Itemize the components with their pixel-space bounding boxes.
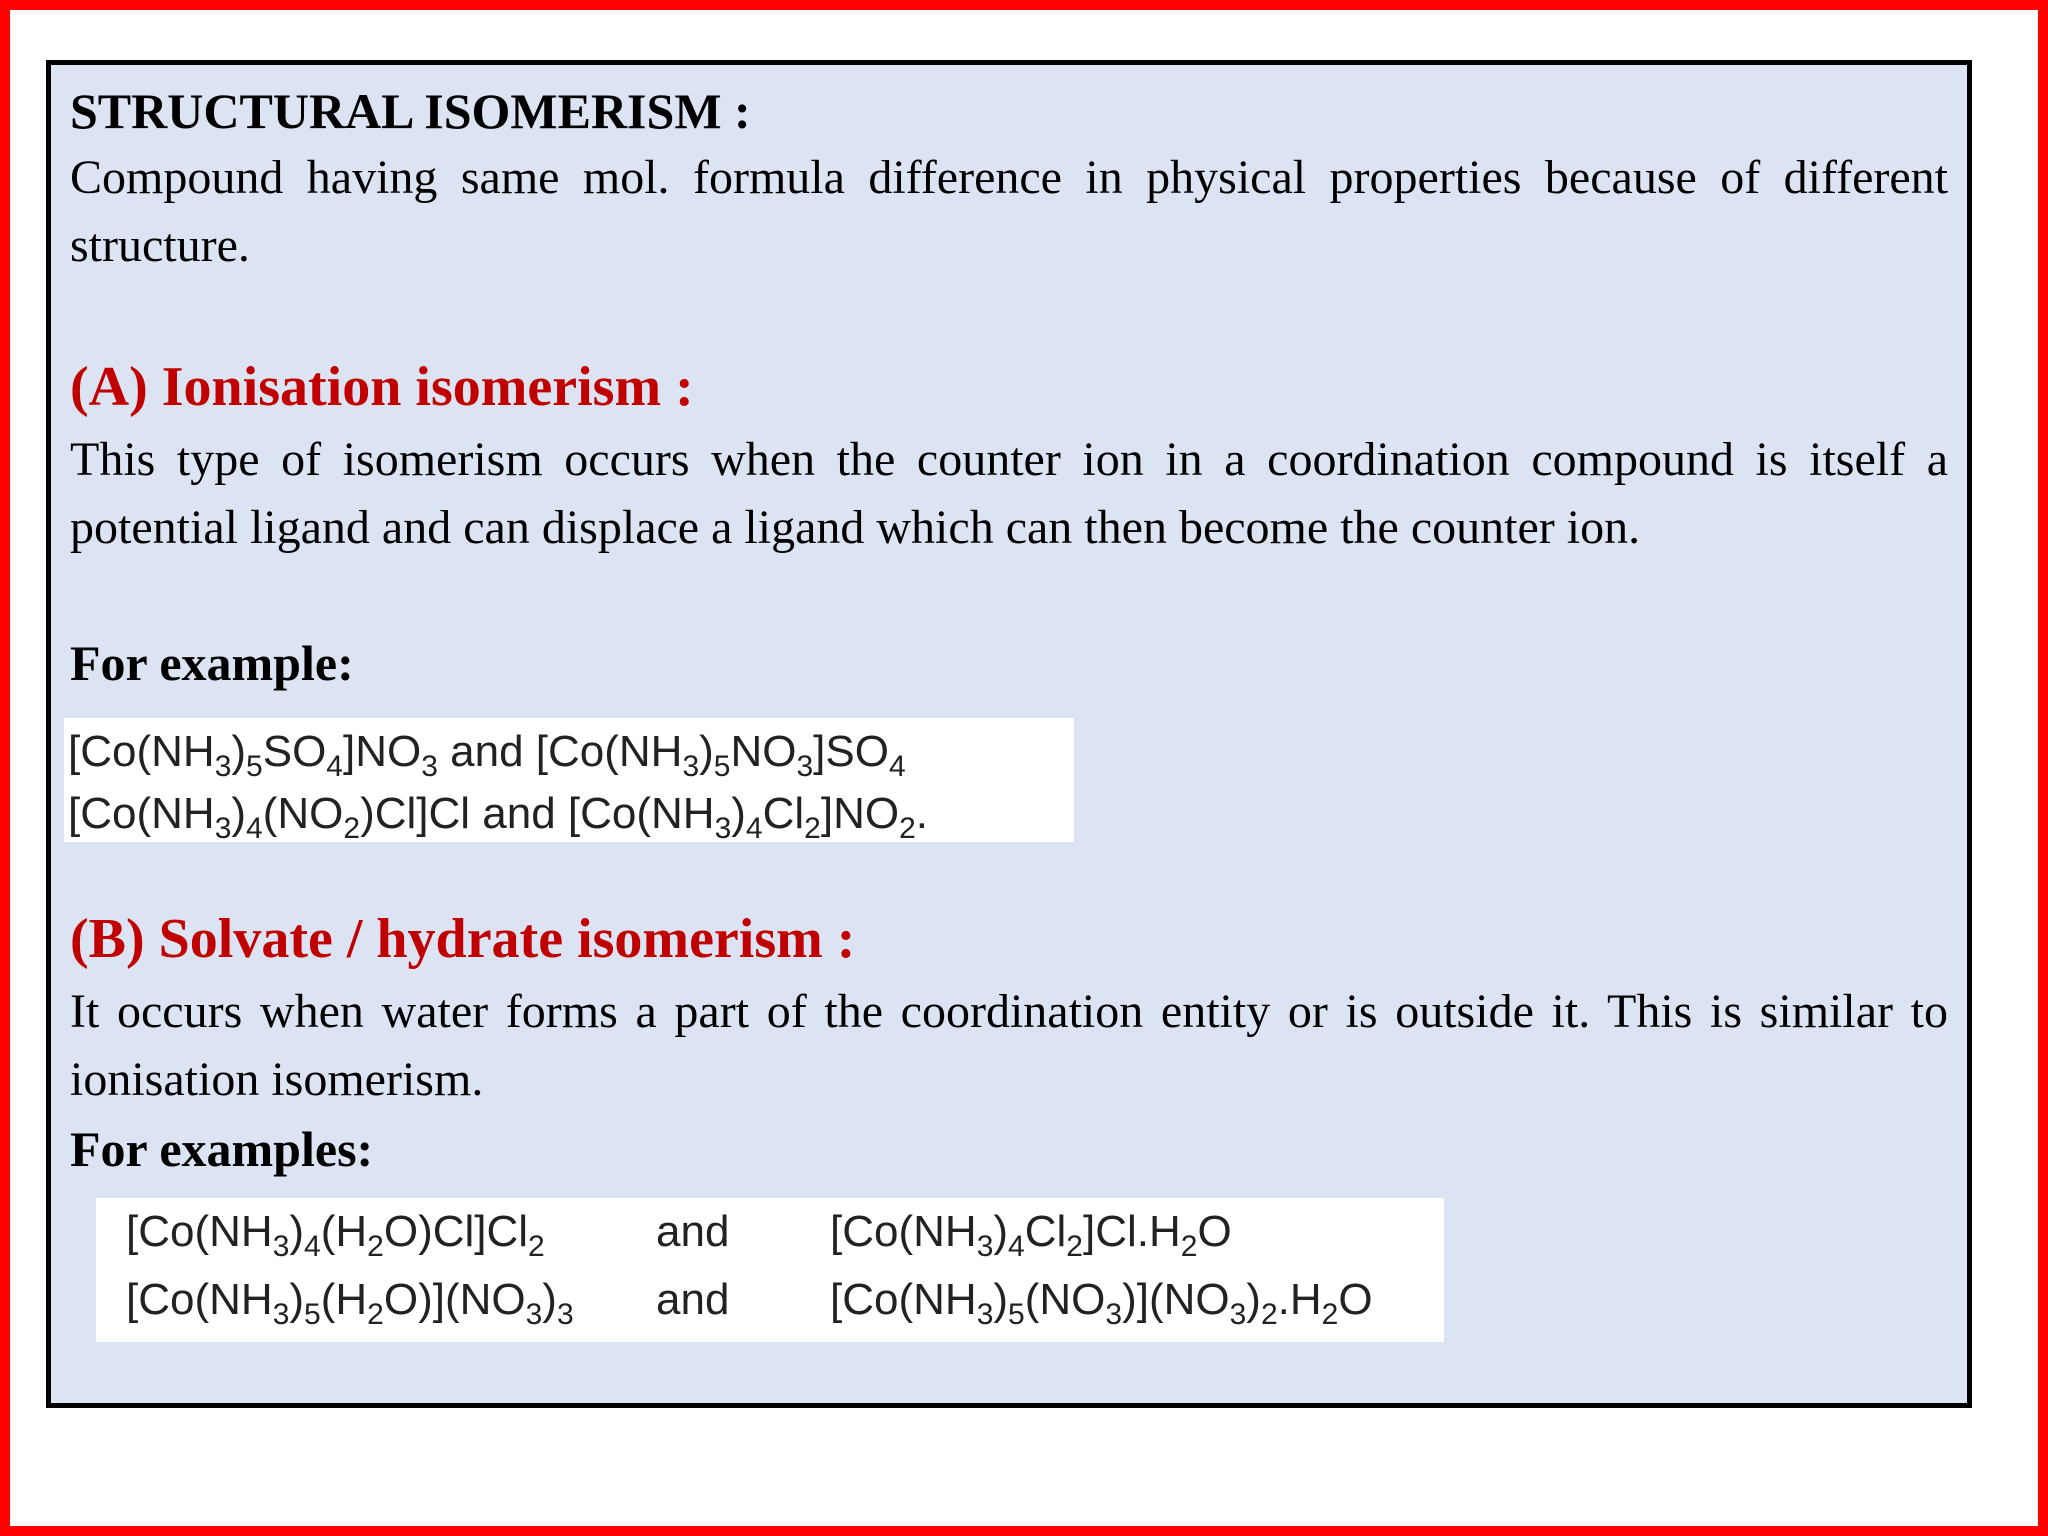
ionisation-example-label: For example:: [70, 635, 354, 691]
ionisation-examples-panel: [64, 718, 1074, 845]
solvate-isomerism-description: It occurs when water forms a part of the coordination entity or is outside it. This is similar to ionisation isomerism.: [70, 985, 1948, 1106]
solvate-example-2-right: $[Co(NH_3)_5(NO_3)](NO_3)_2.H_2O$: [830, 1275, 1373, 1331]
solvate-example-2-joiner: and: [656, 1275, 730, 1324]
solvate-example-label: For examples:: [70, 1121, 374, 1177]
solvate-example-1-left: $[Co(NH_3)_4(H_2O)Cl]Cl_2$: [126, 1207, 545, 1263]
structural-isomerism-title: STRUCTURAL ISOMERISM :: [70, 83, 751, 139]
solvate-example-2-left: $[Co(NH_3)_5(H_2O)](NO_3)_3$: [126, 1275, 574, 1331]
ionisation-isomerism-title: (A) Ionisation isomerism :: [70, 356, 694, 418]
ionisation-isomerism-description: This type of isomerism occurs when the counter ion in a coordination compound is itself a potential ligand and can displace a ligand which can then become the counter ion.: [70, 433, 1948, 554]
ionisation-example-1: $[Co(NH_3)_5SO_4]NO_3$ and $[Co(NH_3)_5NO_3]SO_4$: [68, 727, 906, 783]
solvate-examples-panel: [96, 1198, 1444, 1342]
solvate-isomerism-title: (B) Solvate / hydrate isomerism :: [70, 908, 856, 970]
structural-isomerism-definition: Compound having same mol. formula difference in physical properties because of different structure.: [70, 151, 1948, 272]
solvate-example-1-right: $[Co(NH_3)_4Cl_2]Cl.H_2O$: [830, 1207, 1232, 1263]
ionisation-example-2: $[Co(NH_3)_4(NO_2)Cl]Cl$ and $[Co(NH_3)_4Cl_2]NO_2$.: [68, 789, 929, 845]
solvate-example-1-joiner: and: [656, 1207, 730, 1256]
